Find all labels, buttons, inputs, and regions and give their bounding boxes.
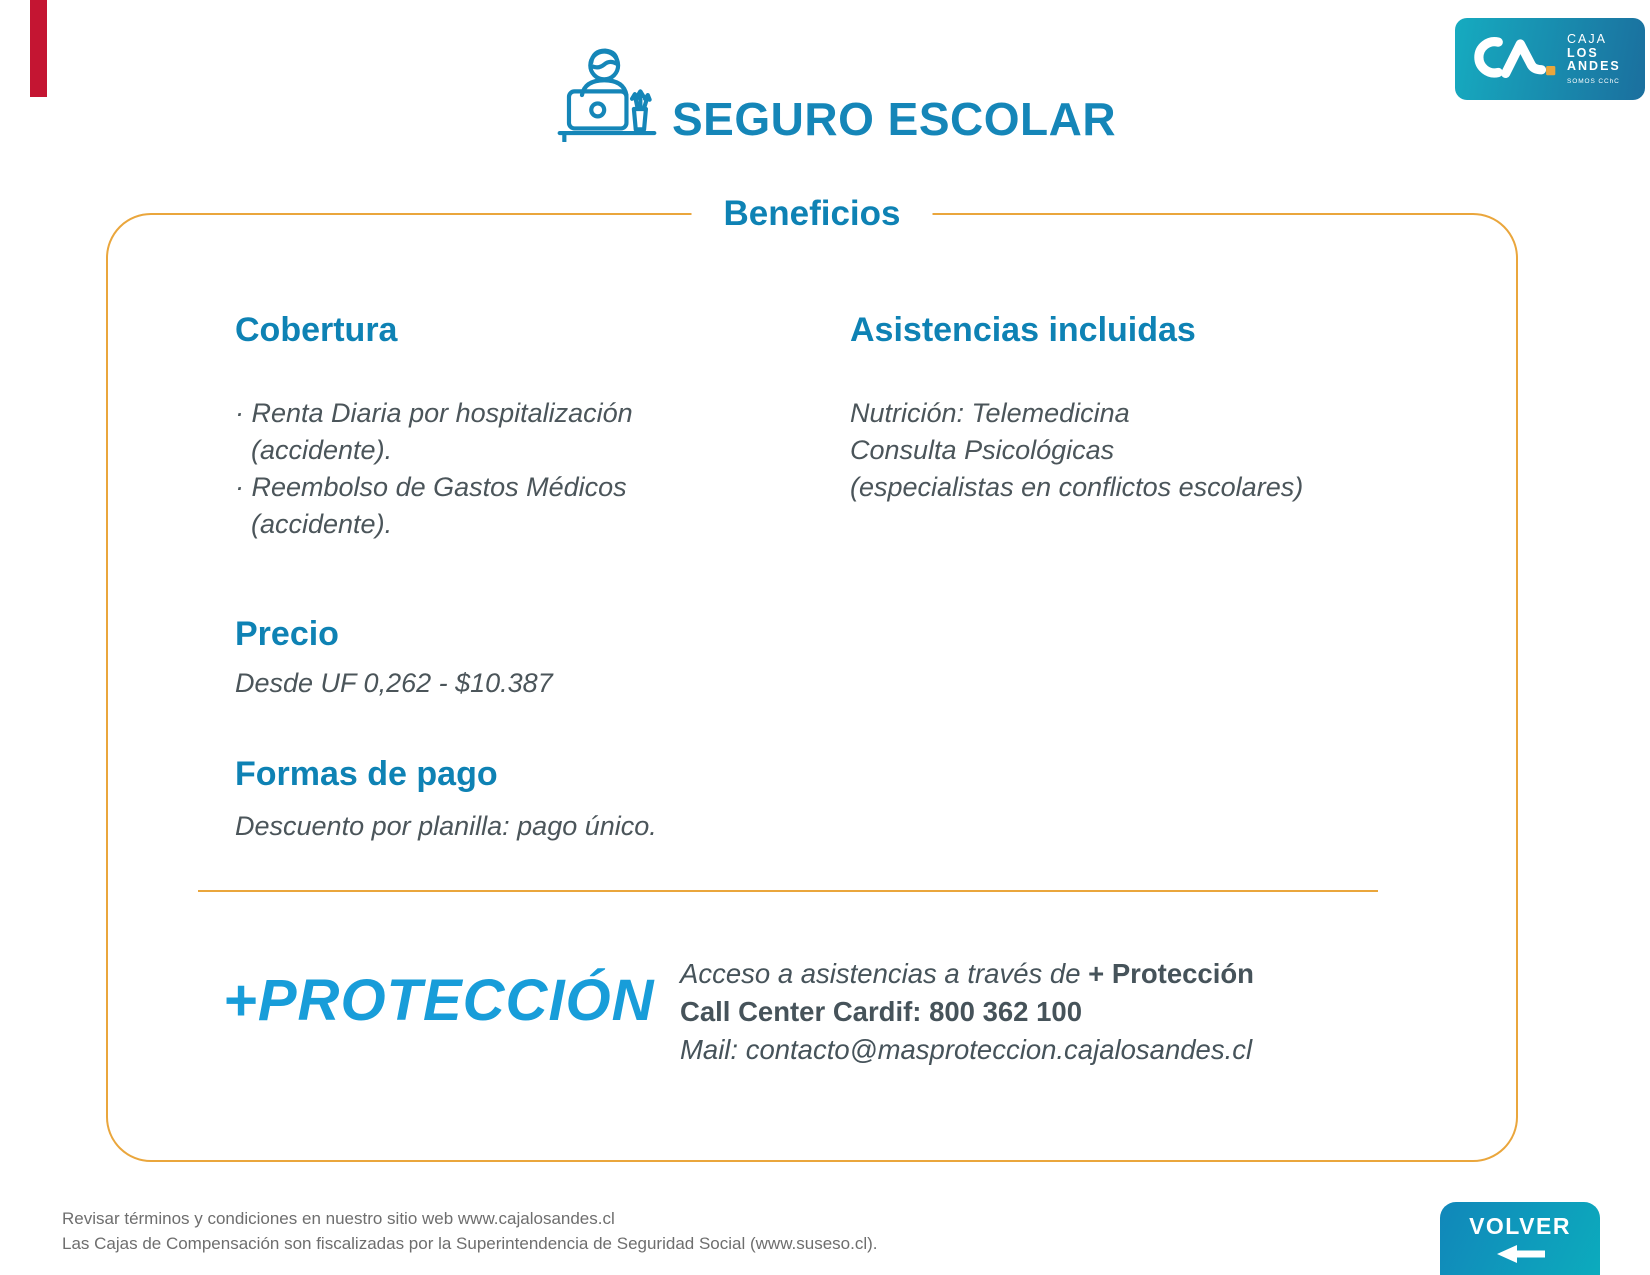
footer-terms-line: Revisar términos y condiciones en nuestro sitio web www.cajalosandes.cl — [62, 1209, 615, 1228]
logo-tagline: SOMOS CChC — [1567, 77, 1620, 85]
proteccion-access-italic: Acceso a asistencias a través de — [680, 958, 1089, 989]
gold-divider — [198, 890, 1378, 892]
volver-button[interactable] — [1440, 1202, 1600, 1275]
proteccion-access-bold: + Protección — [1088, 958, 1254, 989]
student-laptop-icon — [556, 45, 658, 148]
benefits-card — [106, 194, 1518, 1162]
logo-line-caja: CAJA — [1567, 32, 1607, 47]
back-arrow-icon — [1493, 1244, 1547, 1264]
ca-logo-icon — [1467, 32, 1559, 86]
cobertura-heading: Cobertura — [235, 311, 398, 349]
proteccion-contact-block — [680, 955, 1254, 1069]
logo-line-los: LOS — [1567, 45, 1599, 60]
mail-line: Mail: contacto@masproteccion.cajalosandes.cl — [680, 1034, 1253, 1065]
page-title: SEGURO ESCOLAR — [672, 93, 1117, 145]
logo-line-andes: ANDES — [1567, 59, 1621, 74]
asistencias-list — [850, 395, 1303, 506]
call-center-line: Call Center Cardif: 800 362 100 — [680, 996, 1082, 1027]
footer-regulator-line: Las Cajas de Compensación son fiscalizadas por la Superintendencia de Seguridad Social (www.suseso.cl). — [62, 1234, 878, 1253]
asistencias-heading: Asistencias incluidas — [850, 311, 1196, 349]
formas-pago-heading: Formas de pago — [235, 755, 498, 793]
cobertura-item-line: · Renta Diaria por hospitalización — [235, 398, 633, 428]
asistencias-line: Consulta Psicológicas — [850, 435, 1115, 465]
cobertura-item-line: · Reembolso de Gastos Médicos — [235, 472, 627, 502]
page-header — [556, 45, 1116, 148]
precio-text: Desde UF 0,262 - $10.387 — [235, 668, 553, 698]
precio-heading: Precio — [235, 615, 339, 653]
proteccion-access-line — [680, 955, 1254, 993]
logo-text — [1567, 33, 1621, 85]
formas-pago-text: Descuento por planilla: pago único. — [235, 811, 657, 841]
caja-los-andes-logo — [1455, 18, 1645, 100]
asistencias-line: (especialistas en conflictos escolares) — [850, 472, 1304, 502]
cobertura-list — [235, 395, 633, 543]
footer — [62, 1206, 878, 1256]
mas-proteccion-wordmark: +PROTECCIÓN — [223, 968, 655, 1033]
cobertura-item-line: (accidente). — [251, 435, 393, 465]
red-accent-bar — [30, 0, 47, 97]
asistencias-line: Nutrición: Telemedicina — [850, 398, 1130, 428]
volver-label: VOLVER — [1469, 1213, 1571, 1239]
card-legend: Beneficios — [692, 190, 933, 238]
cobertura-item-line: (accidente). — [251, 509, 393, 539]
